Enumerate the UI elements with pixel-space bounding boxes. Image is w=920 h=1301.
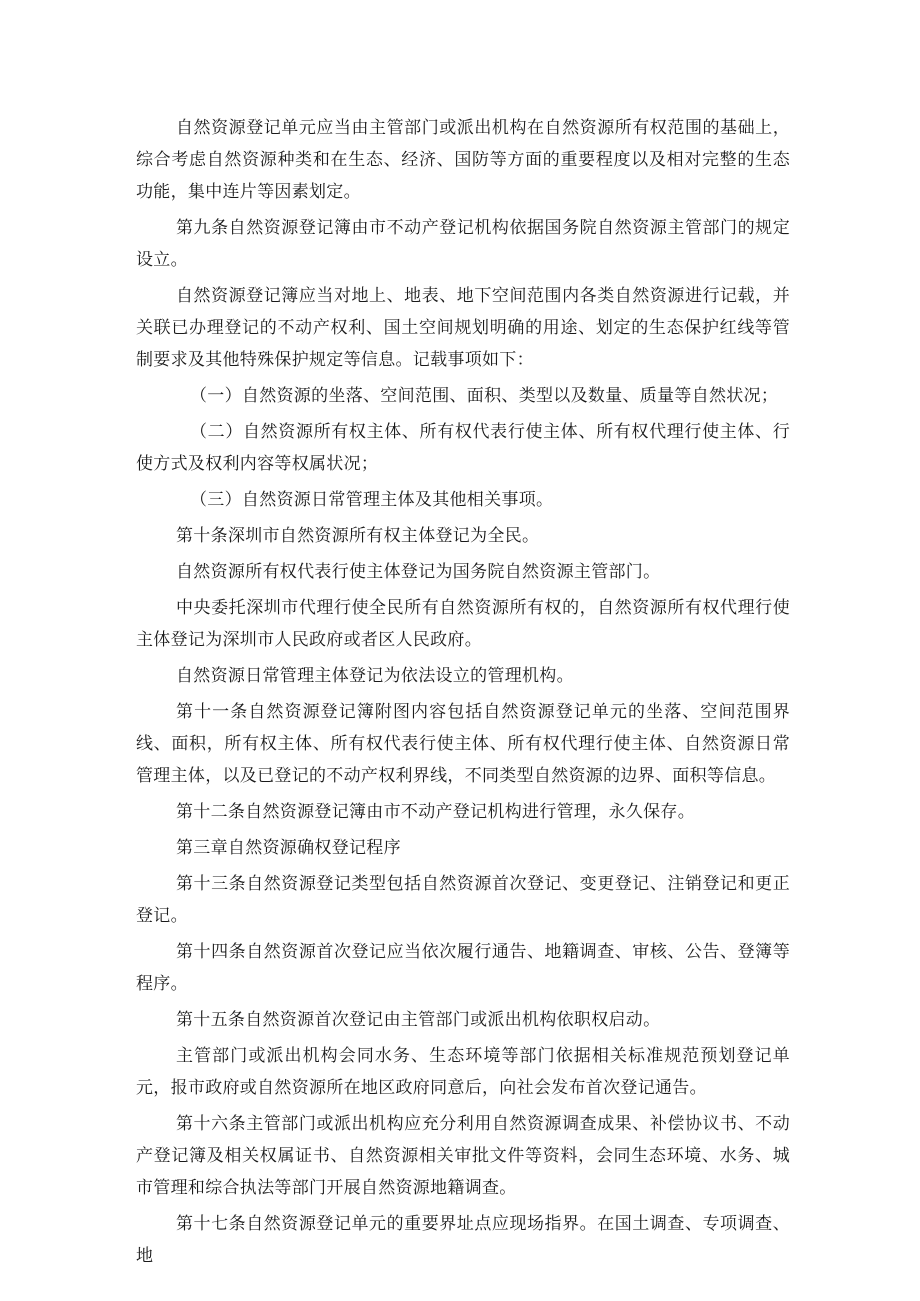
paragraph-register-book: 自然资源登记簿应当对地上、地表、地下空间范围内各类自然资源进行记载，并关联已办理登记的不动产权利、国土空间规划明确的用途、划定的生态保护红线等管制要求及其他特殊保护规定等信息。记载事项如下： (136, 286, 790, 370)
paragraph-article-10: 第十条深圳市自然资源所有权主体登记为全民。 (176, 526, 540, 546)
list-item-3: （三）自然资源日常管理主体及其他相关事项。 (190, 490, 554, 510)
paragraph-article-14: 第十四条自然资源首次登记应当依次履行通告、地籍调查、审核、公告、登簿等程序。 (136, 942, 790, 994)
paragraph-registration-unit: 自然资源登记单元应当由主管部门或派出机构在自然资源所有权范围的基础上，综合考虑自然资源种类和在生态、经济、国防等方面的重要程度以及相对完整的生态功能，集中连片等因素划定。 (136, 118, 790, 202)
paragraph-article-13: 第十三条自然资源登记类型包括自然资源首次登记、变更登记、注销登记和更正登记。 (136, 874, 790, 926)
list-item-2: （二）自然资源所有权主体、所有权代表行使主体、所有权代理行使主体、行使方式及权利内容等权属状况； (136, 422, 790, 474)
paragraph-representative: 自然资源所有权代表行使主体登记为国务院自然资源主管部门。 (176, 562, 661, 582)
paragraph-article-15: 第十五条自然资源首次登记由主管部门或派出机构依职权启动。 (176, 1010, 661, 1030)
paragraph-daily-management: 自然资源日常管理主体登记为依法设立的管理机构。 (176, 666, 574, 686)
list-item-1: （一）自然资源的坐落、空间范围、面积、类型以及数量、质量等自然状况； (190, 386, 779, 406)
document-page (136, 112, 790, 1272)
paragraph-agent: 中央委托深圳市代理行使全民所有自然资源所有权的，自然资源所有权代理行使主体登记为深圳市人民政府或者区人民政府。 (136, 598, 790, 650)
paragraph-article-11: 第十一条自然资源登记簿附图内容包括自然资源登记单元的坐落、空间范围界线、面积，所有权主体、所有权代表行使主体、所有权代理行使主体、自然资源日常管理主体，以及已登记的不动产权利界线，不同类型自然资源的边界、面积等信息。 (136, 702, 790, 786)
paragraph-article-9: 第九条自然资源登记簿由市不动产登记机构依据国务院自然资源主管部门的规定设立。 (136, 218, 790, 270)
paragraph-article-12: 第十二条自然资源登记簿由市不动产登记机构进行管理，永久保存。 (176, 802, 695, 822)
paragraph-article-16: 第十六条主管部门或派出机构应充分利用自然资源调查成果、补偿协议书、不动产登记簿及相关权属证书、自然资源相关审批文件等资料，会同生态环境、水务、城市管理和综合执法等部门开展自然资源地籍调查。 (136, 1114, 790, 1198)
paragraph-pre-division: 主管部门或派出机构会同水务、生态环境等部门依据相关标准规范预划登记单元，报市政府或自然资源所在地区政府同意后，向社会发布首次登记通告。 (136, 1046, 790, 1098)
paragraph-article-17: 第十七条自然资源登记单元的重要界址点应现场指界。在国土调查、专项调查、地 (136, 1214, 790, 1266)
chapter-heading: 第三章自然资源确权登记程序 (176, 838, 401, 858)
